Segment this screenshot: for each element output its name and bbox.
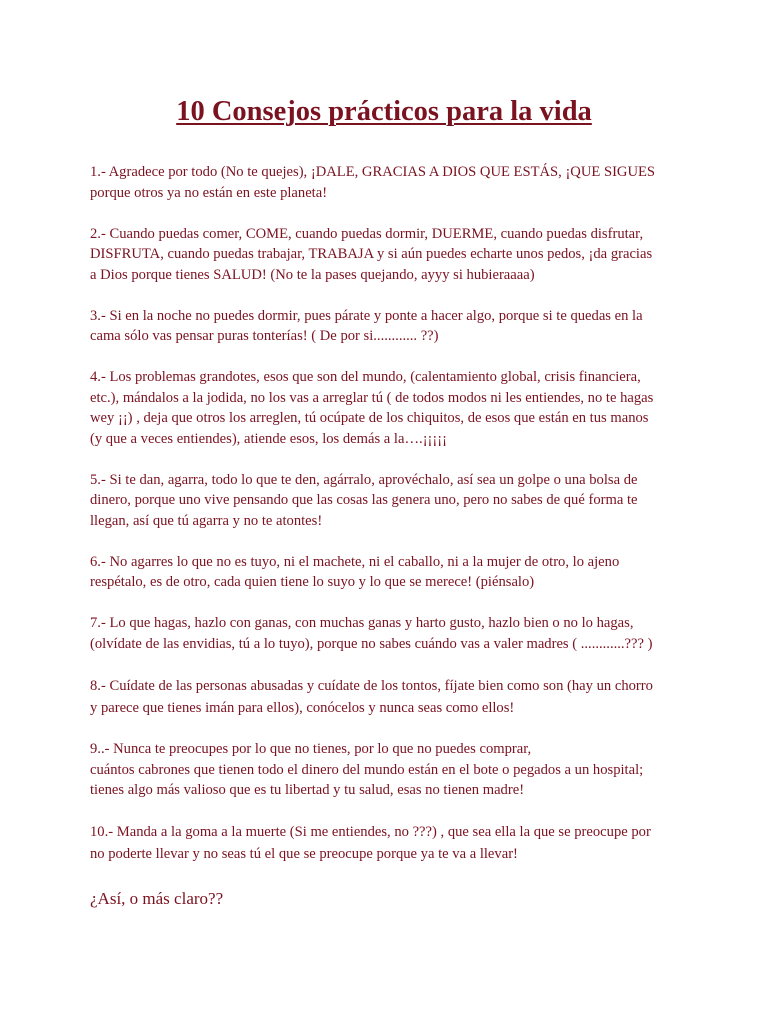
tip-line: etc.), mándalos a la jodida, no los vas a arreglar tú ( de todos modos ni les entiendes, no te hagas (90, 389, 654, 406)
tip-line: 4.- Los problemas grandotes, esos que son del mundo, (calentamiento global, crisis financiera, (90, 369, 641, 385)
tip-1 (90, 162, 690, 203)
tip-line: no poderte llevar y no seas tú el que se preocupe porque ya te va a llevar! (90, 846, 518, 862)
tip-line: y parece que tienes imán para ellos), conócelos y nunca seas como ellos! (90, 699, 515, 716)
tip-line: DISFRUTA, cuando puedas trabajar, TRABAJA y si aún puedes echarte unos pedos, ¡da gracias (90, 246, 653, 262)
tip-6 (90, 552, 690, 593)
tip-line: 8.- Cuídate de las personas abusadas y cuídate de los tontos, fíjate bien como son (hay un chorro (90, 677, 653, 694)
tip-line: a Dios porque tienes SALUD! (No te la pases quejando, ayyy si hubieraaaa) (90, 266, 535, 283)
tip-line: 10.- Manda a la goma a la muerte (Si me entiendes, no ???) , que sea ella la que se preocupe por (90, 824, 651, 840)
tips-list (90, 162, 690, 886)
tip-line: cama sólo vas pensar puras tonterías! ( De por si............ ??) (90, 328, 439, 344)
tip-2 (90, 224, 690, 286)
tip-line: porque otros ya no están en este planeta! (90, 184, 328, 201)
tip-line: 5.- Si te dan, agarra, todo lo que te den, agárralo, aprovéchalo, así sea un golpe o una bolsa de (90, 471, 638, 488)
tip-line: 2.- Cuando puedas comer, COME, cuando puedas dormir, DUERME, cuando puedas disfrutar, (90, 225, 644, 242)
tip-10 (90, 821, 690, 865)
tip-line: 6.- No agarres lo que no es tuyo, ni el machete, ni el caballo, ni a la mujer de otro, lo ajeno (90, 553, 620, 570)
closing-question: ¿Así, o más claro?? (90, 889, 224, 908)
tip-line: (olvídate de las envidias, tú a lo tuyo), porque no sabes cuándo vas a valer madres ( ............??? ) (90, 635, 653, 652)
tip-line: tienes algo más valioso que es tu libertad y tu salud, esas no tienen madre! (90, 782, 525, 798)
tip-line: wey ¡¡) , deja que otros los arreglen, tú ocúpate de los chiquitos, de esos que están en tus manos (90, 410, 649, 426)
tip-7 (90, 613, 690, 654)
tip-9 (90, 739, 690, 801)
tip-3 (90, 306, 690, 347)
tip-line: dinero, porque uno vive pensando que las cosas las genera uno, pero no sabes de qué forma te (90, 492, 638, 508)
tip-line: 3.- Si en la noche no puedes dormir, pues párate y ponte a hacer algo, porque si te quedas en la (90, 307, 643, 324)
tip-line: cuántos cabrones que tienen todo el dinero del mundo están en el bote o pegados a un hospital; (90, 761, 644, 778)
tip-line: llegan, así que tú agarra y no te atontes! (90, 512, 323, 529)
tip-line: 1.- Agradece por todo (No te quejes), ¡DALE, GRACIAS A DIOS QUE ESTÁS, ¡QUE SIGUES (90, 164, 656, 180)
tip-line: (y que a veces entiendes), atiende esos, los demás a la….¡¡¡¡¡ (90, 430, 447, 447)
page-title: 10 Consejos prácticos para la vida (176, 96, 592, 127)
tip-line: respétalo, es de otro, cada quien tiene lo suyo y lo que se merece! (piénsalo) (90, 574, 535, 590)
tip-5 (90, 470, 690, 532)
tip-4 (90, 367, 690, 449)
tip-line: 7.- Lo que hagas, hazlo con ganas, con muchas ganas y harto gusto, hazlo bien o no lo hagas, (90, 615, 634, 631)
tip-line: 9..- Nunca te preocupes por lo que no tienes, por lo que no puedes comprar, (90, 741, 532, 757)
tip-8 (90, 675, 690, 719)
